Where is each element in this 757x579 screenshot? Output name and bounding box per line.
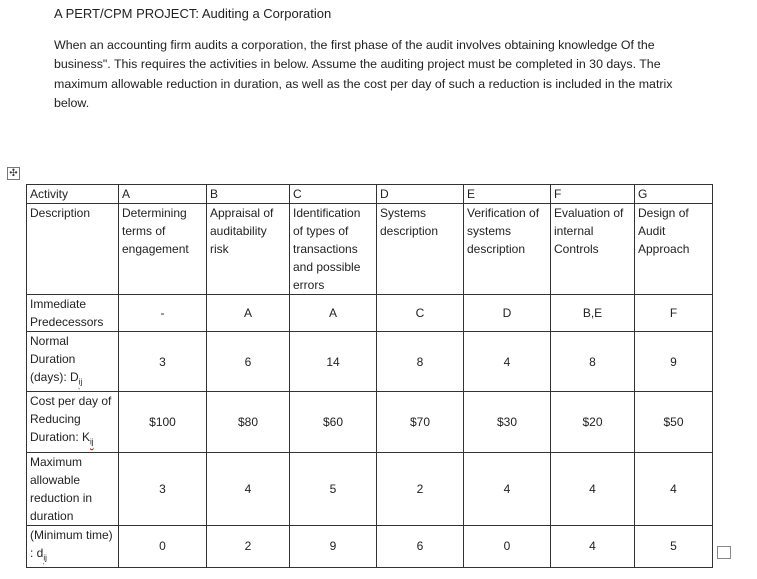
cost-label-text: Cost per day of Reducing Duration: K xyxy=(30,394,112,445)
table-resize-handle[interactable] xyxy=(717,546,731,559)
min-time-row xyxy=(27,525,713,567)
max-reduction-cell: 4 xyxy=(464,452,551,525)
max-reduction-row xyxy=(27,452,713,525)
min-time-cell: 4 xyxy=(551,525,635,567)
predecessors-label: Immediate Predecessors xyxy=(27,295,119,332)
move-arrows-icon: ✣ xyxy=(9,167,18,179)
activity-description: Appraisal of auditability risk xyxy=(207,204,290,295)
cost-cell: $60 xyxy=(290,392,377,452)
duration-cell: 9 xyxy=(635,332,713,392)
cost-cell: $80 xyxy=(207,392,290,452)
activity-description: Design of Audit Approach xyxy=(635,204,713,295)
cost-cell: $30 xyxy=(464,392,551,452)
duration-row xyxy=(27,332,713,392)
cost-cell: $50 xyxy=(635,392,713,452)
predecessor-cell: C xyxy=(377,295,464,332)
description-label: Description xyxy=(27,204,119,295)
cost-cell: $20 xyxy=(551,392,635,452)
predecessor-cell: B,E xyxy=(551,295,635,332)
activity-letter: A xyxy=(119,185,207,204)
activity-matrix xyxy=(26,184,713,568)
predecessors-row xyxy=(27,295,713,332)
max-reduction-cell: 4 xyxy=(207,452,290,525)
activity-letter: F xyxy=(551,185,635,204)
duration-cell: 4 xyxy=(464,332,551,392)
predecessor-cell: D xyxy=(464,295,551,332)
activity-letter: G xyxy=(635,185,713,204)
max-reduction-cell: 3 xyxy=(119,452,207,525)
min-time-label-text: (Minimum time) : d xyxy=(30,527,113,560)
activity-description: Identification of types of transactions and possible errors xyxy=(290,204,377,295)
activity-letter: B xyxy=(207,185,290,204)
min-time-cell: 5 xyxy=(635,525,713,567)
cost-label xyxy=(27,392,119,452)
intro-paragraph: When an accounting firm audits a corporation, the first phase of the audit involves obtaining knowledge Of the business". This requires the activities in below. Assume the auditing project must be completed in 30 days. The maximum allowable reduction in duration, as well as the cost per day of such a reduction is included in the matrix below. xyxy=(54,38,673,110)
cost-label-subscript: ij xyxy=(90,437,94,447)
duration-cell: 6 xyxy=(207,332,290,392)
activity-label: Activity xyxy=(27,185,119,204)
min-time-cell: 6 xyxy=(377,525,464,567)
activity-description: Verification of systems description xyxy=(464,204,551,295)
cost-cell: $70 xyxy=(377,392,464,452)
activity-letter: D xyxy=(377,185,464,204)
duration-cell: 8 xyxy=(551,332,635,392)
activity-description: Determining terms of engagement xyxy=(119,204,207,295)
activity-letter-row xyxy=(27,185,713,204)
table-move-handle[interactable] xyxy=(7,167,20,180)
min-time-cell: 0 xyxy=(464,525,551,567)
predecessor-cell: - xyxy=(119,295,207,332)
max-reduction-cell: 4 xyxy=(551,452,635,525)
description-row xyxy=(27,204,713,295)
predecessor-cell: F xyxy=(635,295,713,332)
min-time-cell: 0 xyxy=(119,525,207,567)
activity-letter: C xyxy=(290,185,377,204)
max-reduction-cell: 4 xyxy=(635,452,713,525)
cost-cell: $100 xyxy=(119,392,207,452)
max-reduction-label: Maximum allowable reduction in duration xyxy=(27,452,119,525)
min-time-cell: 9 xyxy=(290,525,377,567)
duration-cell: 8 xyxy=(377,332,464,392)
activity-description: Systems description xyxy=(377,204,464,295)
duration-cell: 14 xyxy=(290,332,377,392)
activity-description: Evaluation of internal Controls xyxy=(551,204,635,295)
document-title: A PERT/CPM PROJECT: Auditing a Corporation xyxy=(54,6,332,21)
min-time-label-subscript: ij xyxy=(43,553,47,563)
predecessor-cell: A xyxy=(207,295,290,332)
duration-label-subscript: ij xyxy=(78,377,83,387)
duration-label-text: Normal Duration (days): D xyxy=(30,334,79,384)
min-time-label xyxy=(27,525,119,567)
max-reduction-cell: 5 xyxy=(290,452,377,525)
predecessor-cell: A xyxy=(290,295,377,332)
max-reduction-cell: 2 xyxy=(377,452,464,525)
duration-cell: 3 xyxy=(119,332,207,392)
min-time-cell: 2 xyxy=(207,525,290,567)
duration-label xyxy=(27,332,119,392)
activity-letter: E xyxy=(464,185,551,204)
cost-row xyxy=(27,392,713,452)
